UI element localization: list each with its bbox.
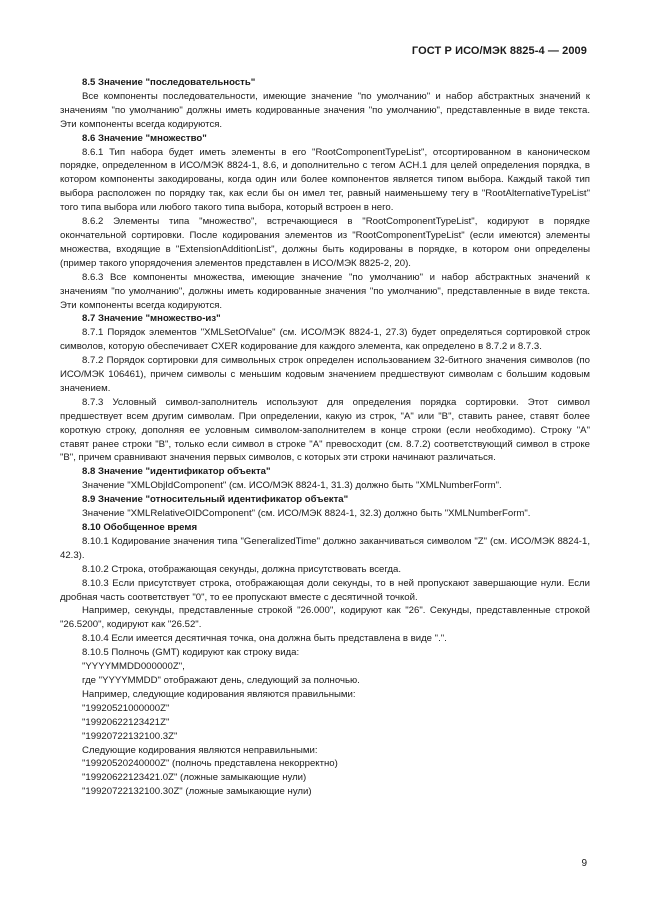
paragraph: 8.10.3 Если присутствует строка, отображающая доли секунды, то в ней пропускают завершающие нули. Если дробная часть соответствует "0", то ее пропускают вместе с десятичной точкой. xyxy=(60,577,590,603)
paragraph: Например, секунды, представленные строкой "26.000", кодируют как "26". Секунды, представленные строкой "26.5200", кодируют как "26.52". xyxy=(60,605,590,631)
section-heading: 8.9 Значение "относительный идентификатор объекта" xyxy=(82,494,349,506)
paragraph: 8.7.3 Условный символ-заполнитель используют для определения порядка сортировки. Этот символ предшествует всем другим символам. При определении, какую из строк, "А" или "В", ставить ранее, ставят более короткую строку, дополняя ее условным символом-заполнителем в конце строки (если необходимо). Строку "А" ставят ранее строки "В", только если символ в строке "А" превосходит (см. 8.7.2) соответствующий символ в строке "В", причем сравнивают значения первых символов, с которых эти строки начинают различаться. xyxy=(60,396,590,464)
paragraph: 8.7.2 Порядок сортировки для символьных строк определен использованием 32-битного значения символов (по ИСО/МЭК 106461), причем символы с меньшим кодовым значением предшествуют символам с большим кодовым значением. xyxy=(60,355,590,394)
text-line: "19920521000000Z" xyxy=(82,702,170,714)
section-heading: 8.6 Значение "множество" xyxy=(82,132,207,144)
document-body xyxy=(60,76,590,799)
standard-header: ГОСТ Р ИСО/МЭК 8825-4 — 2009 xyxy=(411,45,587,57)
paragraph: 8.6.2 Элементы типа "множество", встречающиеся в "RootComponentTypeList", кодируют в порядке окончательной сортировки. После кодирования элементов из "RootComponentTypeList" (если имеются) элементы множества, входящие в "ExtensionAdditionList", должны быть кодированы в порядке, в котором они определены (пример такого упорядочения элементов представлен в ИСО/МЭК 8825-2, 20). xyxy=(60,216,590,269)
section-heading: 8.5 Значение "последовательность" xyxy=(82,77,256,88)
paragraph: 8.7.1 Порядок элементов "XMLSetOfValue" (см. ИСО/МЭК 8824-1, 27.3) будет определяться сортировкой строк символов, которую обеспечивает CXER кодирование для каждого элемента, как определено в 8.7.2 и 8.7.3. xyxy=(60,327,590,353)
text-line: где "YYYYMMDD" отображают день, следующий за полночью. xyxy=(82,674,360,686)
paragraph: Значение "XMLRelativeOIDComponent" (см. ИСО/МЭК 8824-1, 32.3) должно быть "XMLNumberForm". xyxy=(82,508,531,520)
paragraph: 8.10.4 Если имеется десятичная точка, она должна быть представлена в виде ".". xyxy=(82,633,447,645)
text-line: Следующие кодирования являются неправильными: xyxy=(82,744,318,756)
paragraph: 8.10.1 Кодирование значения типа "GeneralizedTime" должно заканчиваться символом "Z" (см. ИСО/МЭК 8824-1, 42.3). xyxy=(60,535,590,561)
text-line: "19920520240000Z" (полночь представлена некорректно) xyxy=(82,758,338,770)
text-line: "YYYYMMDD000000Z", xyxy=(82,661,185,673)
section-heading: 8.7 Значение "множество-из" xyxy=(82,313,221,325)
paragraph: 8.10.5 Полночь (GMT) кодируют как строку вида: xyxy=(82,647,300,659)
text-line: "19920622123421.0Z" (ложные замыкающие нули) xyxy=(82,772,307,784)
text-line: "19920722132100.3Z" xyxy=(82,730,178,742)
paragraph: 8.10.2 Строка, отображающая секунды, должна присутствовать всегда. xyxy=(82,563,401,575)
paragraph: 8.6.3 Все компоненты множества, имеющие значение "по умолчанию" и набор абстрактных значений к значениям "по умолчанию", должны иметь кодированные значения "по умолчанию", представленные в виде текста. Эти компоненты всегда кодируются. xyxy=(60,271,590,311)
section-heading: 8.10 Обобщенное время xyxy=(82,522,198,533)
text-line: Например, следующие кодирования являются правильными: xyxy=(82,688,356,700)
page-number: 9 xyxy=(581,858,587,869)
paragraph: Значение "XMLObjIdComponent" (см. ИСО/МЭК 8824-1, 31.3) должно быть "XMLNumberForm". xyxy=(82,480,502,492)
text-line: "19920622123421Z" xyxy=(82,716,170,728)
paragraph: Все компоненты последовательности, имеющие значение "по умолчанию" и набор абстрактных значений к значениям "по умолчанию" должны иметь кодированные значения "по умолчанию", представленные в виде текста. Эти компоненты всегда кодируются. xyxy=(60,90,590,130)
text-line: "19920722132100.30Z" (ложные замыкающие нули) xyxy=(82,786,312,798)
section-heading: 8.8 Значение "идентификатор объекта" xyxy=(82,466,271,478)
paragraph: 8.6.1 Тип набора будет иметь элементы в его "RootComponentTypeList", отсортированном в каноническом порядке, определенном в ИСО/МЭК 8824-1, 8.6, и дополнительно с тегом ACH.1 для целей определения порядка, в котором компоненты закодированы, когда один или более компонентов является типом выбора. Каждый такой тип выбора расположен по порядку так, как если бы он имел тег, равный наименьшему тегу в "RootAlternativeTypeList" того типа выбора или любого такого типа выбора, который встроен в него. xyxy=(60,146,590,214)
